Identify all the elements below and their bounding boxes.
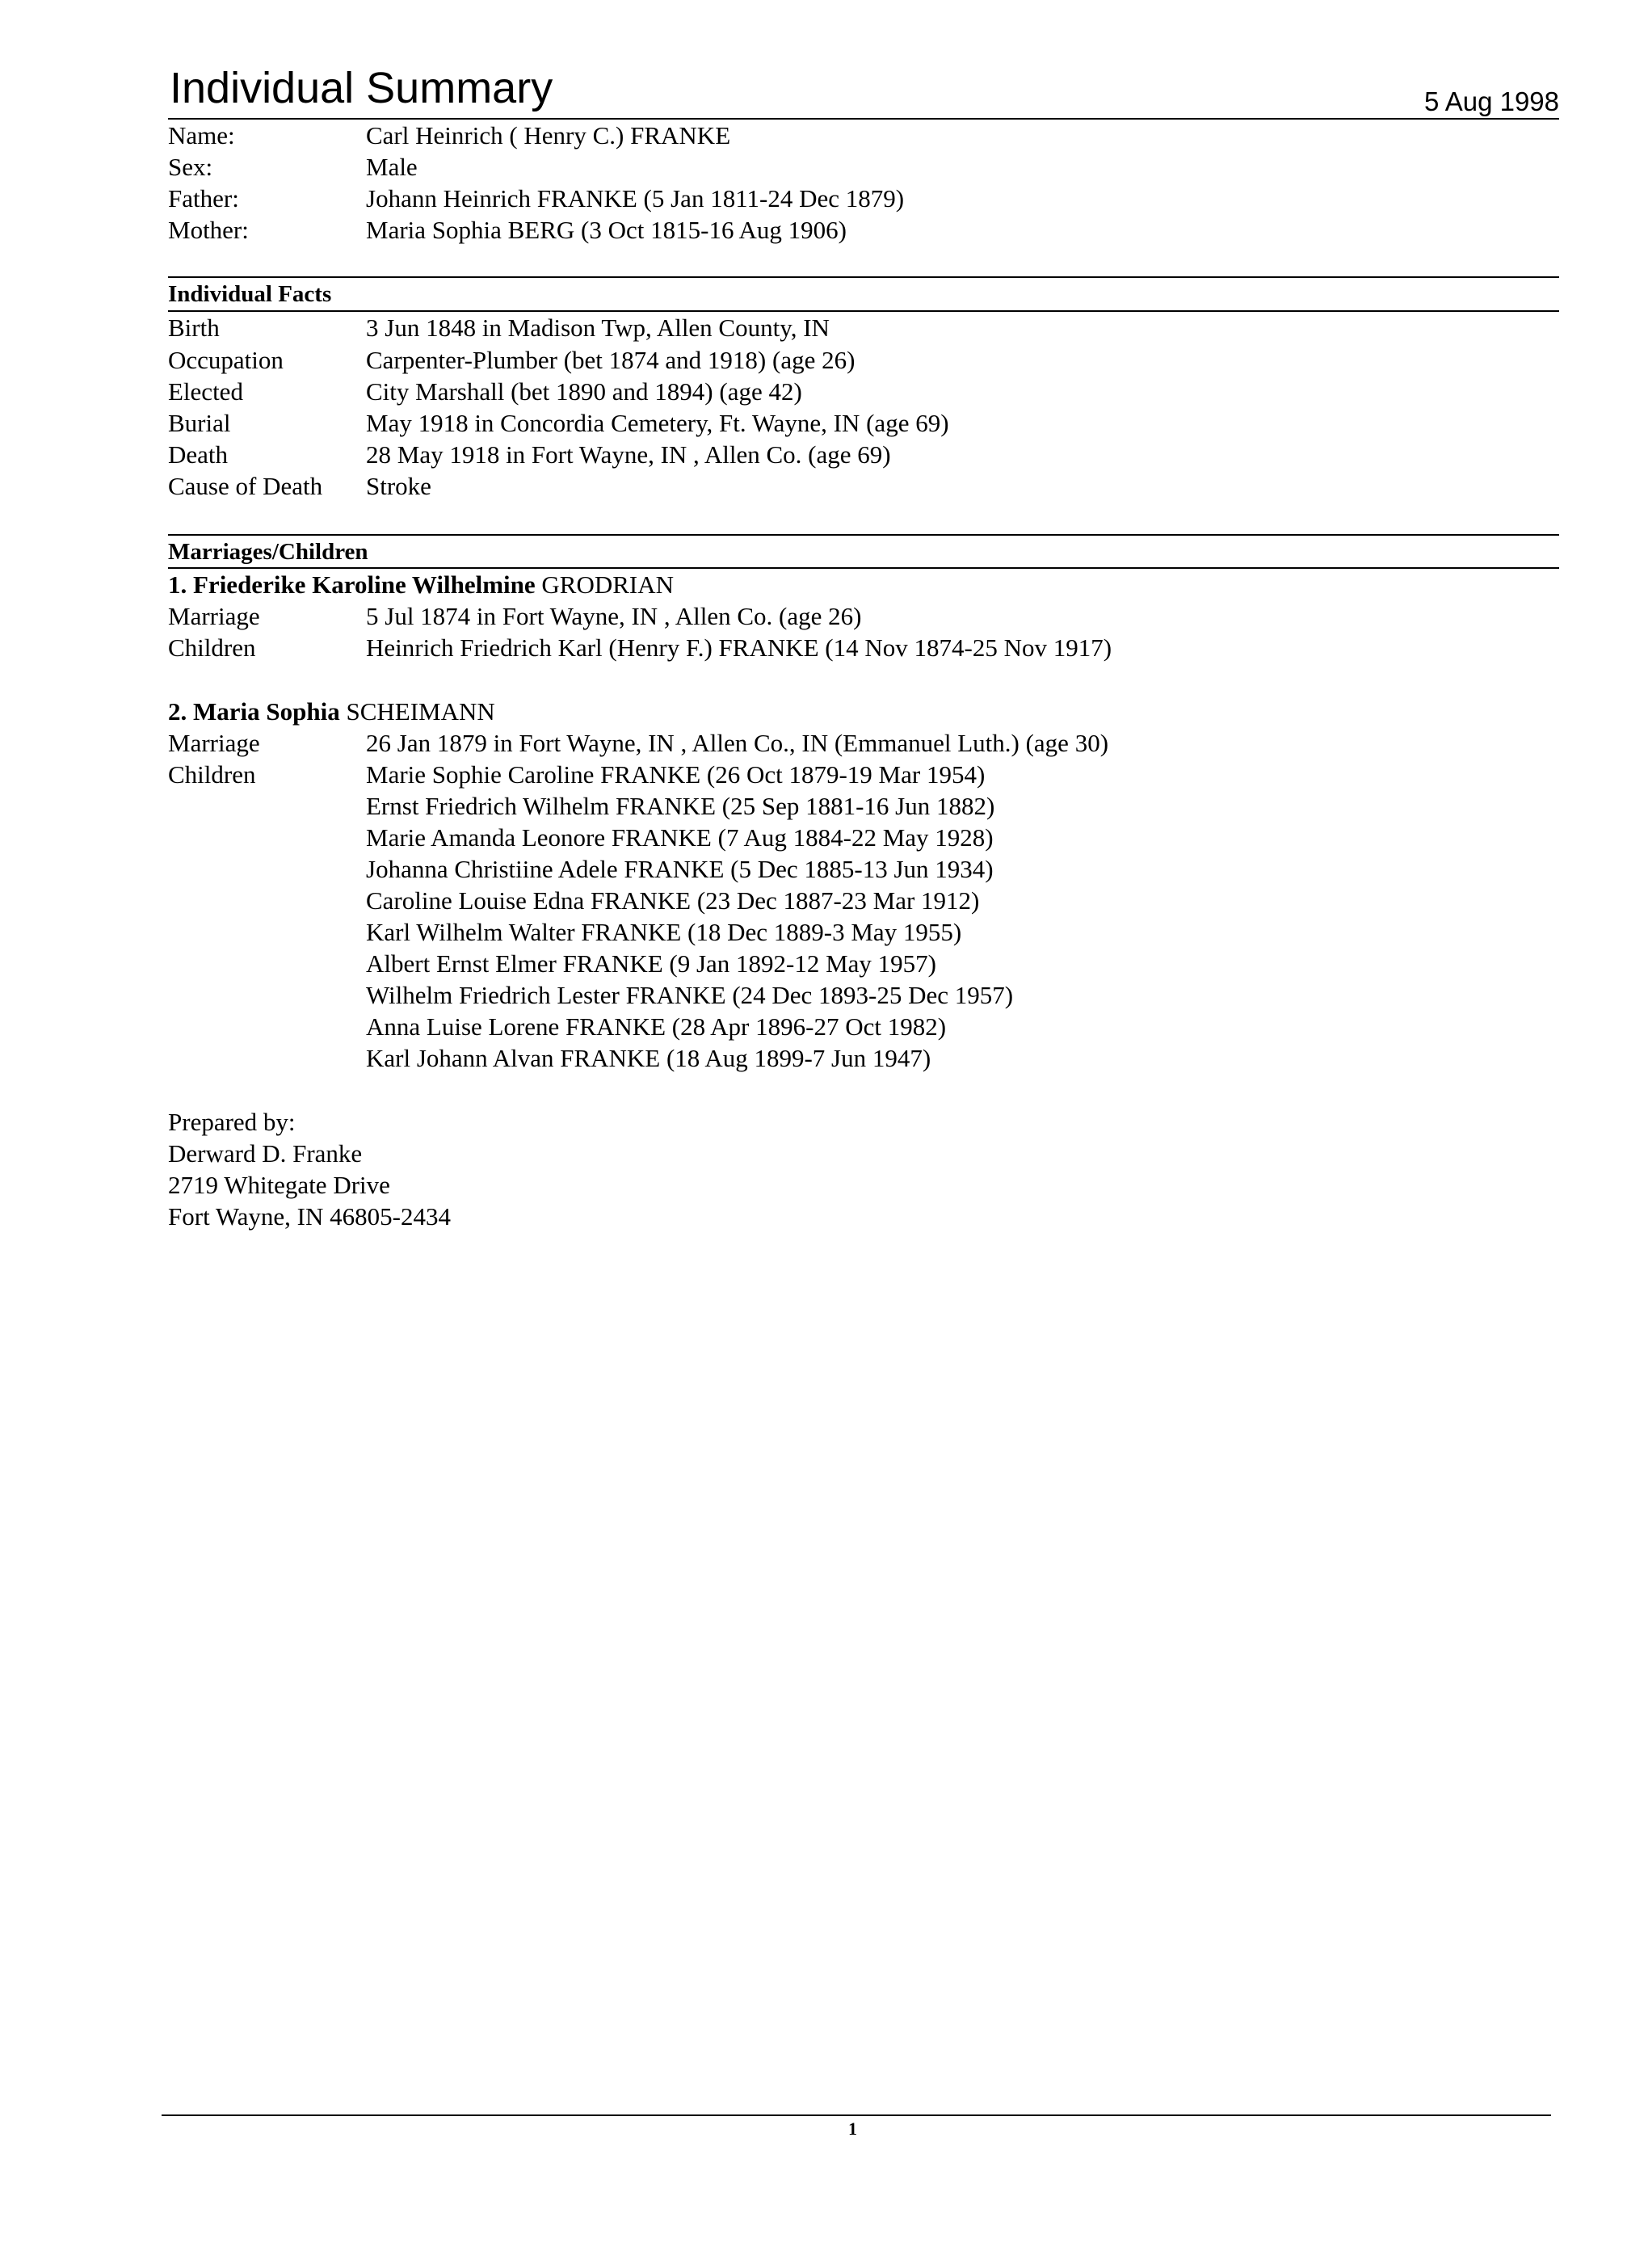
fact-label: Birth	[168, 313, 220, 342]
child-entry: Johanna Christiine Adele FRANKE (5 Dec 1885-13 Jun 1934)	[366, 855, 994, 883]
child-entry: Caroline Louise Edna FRANKE (23 Dec 1887-23 Mar 1912)	[366, 886, 980, 915]
marriage-label: Marriage	[168, 602, 260, 630]
field-label: Name:	[168, 121, 235, 149]
preparer-name: Derward D. Franke	[168, 1139, 363, 1168]
spouse-surname: SCHEIMANN	[346, 697, 495, 726]
fact-value: Stroke	[366, 472, 431, 500]
footer-divider	[162, 2114, 1551, 2116]
spouse-given-names: Maria Sophia	[193, 697, 340, 726]
children-label: Children	[168, 760, 256, 789]
marriages-heading: Marriages/Children	[168, 539, 368, 565]
spouse-surname: GRODRIAN	[541, 570, 675, 599]
field-value: Carl Heinrich ( Henry C.) FRANKE	[366, 121, 731, 149]
fact-value: 3 Jun 1848 in Madison Twp, Allen County, IN	[366, 313, 830, 342]
field-label: Mother:	[168, 216, 249, 244]
child-entry: Albert Ernst Elmer FRANKE (9 Jan 1892-12 May 1957)	[366, 949, 937, 978]
page-number: 1	[848, 2119, 857, 2139]
facts-heading: Individual Facts	[168, 281, 332, 307]
child-entry: Karl Johann Alvan FRANKE (18 Aug 1899-7 Jun 1947)	[366, 1044, 931, 1072]
fact-label: Burial	[168, 409, 231, 437]
field-value: Maria Sophia BERG (3 Oct 1815-16 Aug 1906)	[366, 216, 847, 244]
facts-top-divider	[168, 276, 1559, 278]
field-value: Male	[366, 153, 418, 181]
report-date: 5 Aug 1998	[1424, 86, 1559, 116]
spouse-number: 2.	[168, 697, 187, 726]
prepared-by-label: Prepared by:	[168, 1108, 296, 1136]
spouse-1	[168, 569, 674, 601]
fact-value: 28 May 1918 in Fort Wayne, IN , Allen Co. (age 69)	[366, 440, 891, 469]
fact-label: Death	[168, 440, 229, 469]
child-entry: Anna Luise Lorene FRANKE (28 Apr 1896-27 Oct 1982)	[366, 1012, 947, 1041]
child-entry: Ernst Friedrich Wilhelm FRANKE (25 Sep 1881-16 Jun 1882)	[366, 792, 995, 820]
marriage-value: 26 Jan 1879 in Fort Wayne, IN , Allen Co., IN (Emmanuel Luth.) (age 30)	[366, 729, 1109, 757]
spouse-given-names: Friederike Karoline Wilhelmine	[193, 570, 536, 599]
child-entry: Karl Wilhelm Walter FRANKE (18 Dec 1889-3 May 1955)	[366, 918, 962, 946]
fact-value: City Marshall (bet 1890 and 1894) (age 42)	[366, 377, 802, 406]
page-title: Individual Summary	[170, 64, 553, 112]
fact-value: Carpenter-Plumber (bet 1874 and 1918) (age 26)	[366, 346, 856, 374]
field-label: Sex:	[168, 153, 213, 181]
preparer-city: Fort Wayne, IN 46805-2434	[168, 1202, 451, 1231]
marriages-top-divider	[168, 534, 1559, 536]
marriage-value: 5 Jul 1874 in Fort Wayne, IN , Allen Co. (age 26)	[366, 602, 862, 630]
marriage-label: Marriage	[168, 729, 260, 757]
spouse-number: 1.	[168, 570, 187, 599]
fact-value: May 1918 in Concordia Cemetery, Ft. Wayne, IN (age 69)	[366, 409, 949, 437]
preparer-street: 2719 Whitegate Drive	[168, 1171, 390, 1199]
fact-label: Elected	[168, 377, 243, 406]
child-entry: Marie Amanda Leonore FRANKE (7 Aug 1884-22 May 1928)	[366, 823, 994, 852]
child-entry: Wilhelm Friedrich Lester FRANKE (24 Dec 1893-25 Dec 1957)	[366, 981, 1014, 1009]
child-entry: Marie Sophie Caroline FRANKE (26 Oct 1879-19 Mar 1954)	[366, 760, 986, 789]
children-label: Children	[168, 633, 256, 662]
fact-label: Cause of Death	[168, 472, 323, 500]
field-label: Father:	[168, 184, 239, 212]
field-value: Johann Heinrich FRANKE (5 Jan 1811-24 Dec 1879)	[366, 184, 905, 212]
fact-label: Occupation	[168, 346, 284, 374]
child-entry: Heinrich Friedrich Karl (Henry F.) FRANKE (14 Nov 1874-25 Nov 1917)	[366, 633, 1112, 662]
spouse-2	[168, 696, 495, 728]
